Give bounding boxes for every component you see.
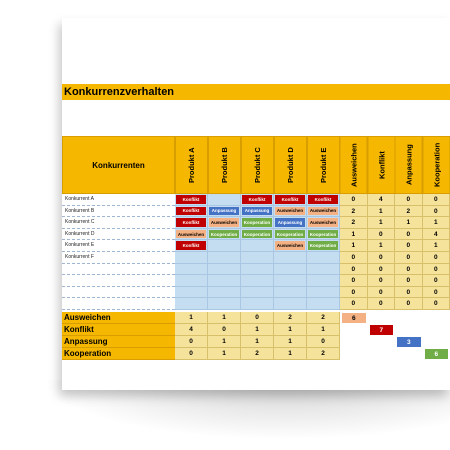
row-count-cell: 0	[423, 194, 450, 206]
status-tag: Konflikt	[176, 207, 206, 216]
matrix-cell	[208, 252, 241, 264]
row-count-cell: 1	[340, 229, 368, 241]
summary-cell: 0	[175, 348, 208, 360]
summary-cell: 1	[274, 348, 307, 360]
summary-cell: 0	[307, 336, 340, 348]
summary-cell: 1	[241, 336, 274, 348]
sheet-title: Konkurrenzverhalten	[62, 84, 450, 100]
matrix-cell	[307, 252, 340, 264]
row-count-cell: 1	[368, 240, 396, 252]
product-header: Produkt E	[307, 136, 340, 194]
row-count-cell: 4	[423, 229, 450, 241]
summary-row-label: Ausweichen	[62, 312, 175, 324]
total-cell: 3	[397, 337, 421, 347]
row-count-cell: 0	[395, 194, 423, 206]
status-tag: Kooperation	[243, 231, 271, 237]
summary-cell: 1	[241, 324, 274, 336]
matrix-cell	[175, 252, 208, 264]
summary-row-label: Anpassung	[62, 336, 175, 348]
status-tag: Konflikt	[275, 195, 305, 204]
matrix-cell	[208, 229, 241, 241]
matrix-cell	[274, 264, 307, 276]
summary-cell: 2	[307, 348, 340, 360]
row-count-cell: 0	[395, 252, 423, 264]
matrix-cell	[307, 194, 340, 206]
matrix-cell	[274, 206, 307, 218]
spreadsheet-page	[62, 18, 450, 390]
matrix-cell	[307, 298, 340, 310]
matrix-cell	[241, 194, 274, 206]
status-tag: Konflikt	[176, 218, 206, 227]
competitor-label	[62, 275, 175, 287]
matrix-cell	[274, 194, 307, 206]
matrix-cell	[241, 206, 274, 218]
matrix-cell	[175, 298, 208, 310]
matrix-cell	[274, 229, 307, 241]
row-count-cell: 0	[423, 252, 450, 264]
status-tag: Kooperation	[243, 219, 271, 225]
total-cell: 7	[370, 325, 394, 335]
matrix-cell	[307, 264, 340, 276]
competitor-label: Konkurrent B	[62, 206, 175, 218]
row-count-cell: 0	[368, 229, 396, 241]
matrix-cell	[208, 264, 241, 276]
matrix-cell	[208, 275, 241, 287]
matrix-cell	[208, 217, 241, 229]
matrix-cell	[175, 194, 208, 206]
matrix-cell	[274, 298, 307, 310]
matrix-cell	[208, 287, 241, 299]
row-count-cell: 1	[340, 240, 368, 252]
competitor-label: Konkurrent D	[62, 229, 175, 241]
matrix-cell	[208, 206, 241, 218]
status-tag: Ausweichen	[276, 208, 304, 214]
row-count-cell: 2	[340, 206, 368, 218]
status-tag: Konflikt	[176, 195, 206, 204]
total-cell: 6	[425, 349, 449, 359]
row-count-cell: 0	[340, 264, 368, 276]
matrix-cell	[175, 240, 208, 252]
row-count-cell: 1	[423, 217, 450, 229]
status-tag: Anpassung	[275, 218, 305, 227]
row-count-cell: 0	[395, 275, 423, 287]
summary-col-header: Konflikt	[368, 136, 396, 194]
summary-col-header: Ausweichen	[340, 136, 368, 194]
status-tag: Kooperation	[276, 231, 304, 237]
row-count-cell: 1	[368, 217, 396, 229]
summary-col-header: Anpassung	[395, 136, 423, 194]
matrix-cell	[307, 240, 340, 252]
row-count-cell: 1	[395, 217, 423, 229]
summary-cell: 1	[208, 312, 241, 324]
competitor-label: Konkurrent E	[62, 240, 175, 252]
matrix-cell	[241, 264, 274, 276]
product-header: Produkt A	[175, 136, 208, 194]
row-count-cell: 0	[340, 287, 368, 299]
matrix-cell	[307, 275, 340, 287]
matrix-cell	[175, 287, 208, 299]
row-count-cell: 1	[368, 206, 396, 218]
matrix-cell	[307, 206, 340, 218]
row-count-cell: 4	[368, 194, 396, 206]
matrix-cell	[175, 217, 208, 229]
row-count-cell: 0	[340, 194, 368, 206]
row-count-cell: 0	[423, 287, 450, 299]
row-count-cell: 2	[395, 206, 423, 218]
matrix-cell	[307, 287, 340, 299]
row-count-cell: 0	[395, 240, 423, 252]
row-count-cell: 0	[423, 206, 450, 218]
row-count-cell: 0	[368, 275, 396, 287]
matrix-cell	[241, 298, 274, 310]
status-tag: Ausweichen	[177, 231, 205, 237]
matrix-cell	[274, 252, 307, 264]
matrix-cell	[175, 275, 208, 287]
status-tag: Ausweichen	[210, 219, 238, 225]
row-count-cell: 0	[340, 298, 368, 310]
row-count-cell: 1	[423, 240, 450, 252]
summary-cell: 0	[208, 324, 241, 336]
competitors-header-label: Konkurrenten	[92, 160, 145, 170]
matrix-cell	[208, 298, 241, 310]
matrix-cell	[307, 229, 340, 241]
summary-cell: 2	[307, 312, 340, 324]
matrix-cell	[241, 229, 274, 241]
matrix-cell	[208, 240, 241, 252]
row-count-cell: 0	[368, 298, 396, 310]
matrix-cell	[307, 217, 340, 229]
competitor-label	[62, 287, 175, 299]
competitor-label: Konkurrent F	[62, 252, 175, 264]
status-tag: Ausweichen	[309, 219, 337, 225]
row-count-cell: 0	[368, 287, 396, 299]
summary-cell: 1	[175, 312, 208, 324]
matrix-cell	[274, 275, 307, 287]
row-count-cell: 0	[423, 275, 450, 287]
status-tag: Anpassung	[242, 207, 272, 216]
summary-cell: 1	[208, 336, 241, 348]
total-cell: 6	[342, 313, 366, 323]
row-count-cell: 0	[368, 264, 396, 276]
status-tag: Anpassung	[209, 207, 239, 216]
status-tag: Kooperation	[309, 243, 337, 249]
matrix-cell	[241, 252, 274, 264]
summary-col-header: Kooperation	[423, 136, 450, 194]
matrix-cell	[274, 240, 307, 252]
competitor-label: Konkurrent A	[62, 194, 175, 206]
status-tag: Konflikt	[308, 195, 338, 204]
matrix-cell	[241, 217, 274, 229]
competitor-label	[62, 298, 175, 310]
status-tag: Konflikt	[242, 195, 272, 204]
row-count-cell: 0	[423, 264, 450, 276]
matrix-cell	[175, 229, 208, 241]
status-tag: Kooperation	[210, 231, 238, 237]
row-count-cell: 0	[340, 275, 368, 287]
summary-row-label: Kooperation	[62, 348, 175, 360]
summary-cell: 1	[208, 348, 241, 360]
summary-cell: 0	[241, 312, 274, 324]
row-count-cell: 0	[395, 229, 423, 241]
competitors-header	[62, 136, 175, 194]
matrix-cell	[274, 287, 307, 299]
product-header: Produkt D	[274, 136, 307, 194]
competitor-label: Konkurrent C	[62, 217, 175, 229]
product-header: Produkt C	[241, 136, 274, 194]
row-count-cell: 0	[395, 298, 423, 310]
summary-cell: 0	[175, 336, 208, 348]
matrix-cell	[241, 287, 274, 299]
row-count-cell: 0	[368, 252, 396, 264]
status-tag: Ausweichen	[309, 208, 337, 214]
summary-cell: 1	[274, 324, 307, 336]
summary-row-label: Konflikt	[62, 324, 175, 336]
product-header: Produkt B	[208, 136, 241, 194]
row-count-cell: 0	[340, 252, 368, 264]
row-count-cell: 0	[423, 298, 450, 310]
row-count-cell: 0	[395, 264, 423, 276]
matrix-cell	[241, 240, 274, 252]
matrix-cell	[175, 264, 208, 276]
row-count-cell: 2	[340, 217, 368, 229]
status-tag: Ausweichen	[276, 243, 304, 249]
summary-cell: 4	[175, 324, 208, 336]
summary-cell: 2	[274, 312, 307, 324]
row-count-cell: 0	[395, 287, 423, 299]
matrix-cell	[241, 275, 274, 287]
matrix-cell	[274, 217, 307, 229]
status-tag: Kooperation	[309, 231, 337, 237]
summary-cell: 1	[274, 336, 307, 348]
summary-cell: 2	[241, 348, 274, 360]
competitor-label	[62, 264, 175, 276]
status-tag: Konflikt	[176, 241, 206, 250]
matrix-cell	[175, 206, 208, 218]
matrix-cell	[208, 194, 241, 206]
summary-cell: 1	[307, 324, 340, 336]
